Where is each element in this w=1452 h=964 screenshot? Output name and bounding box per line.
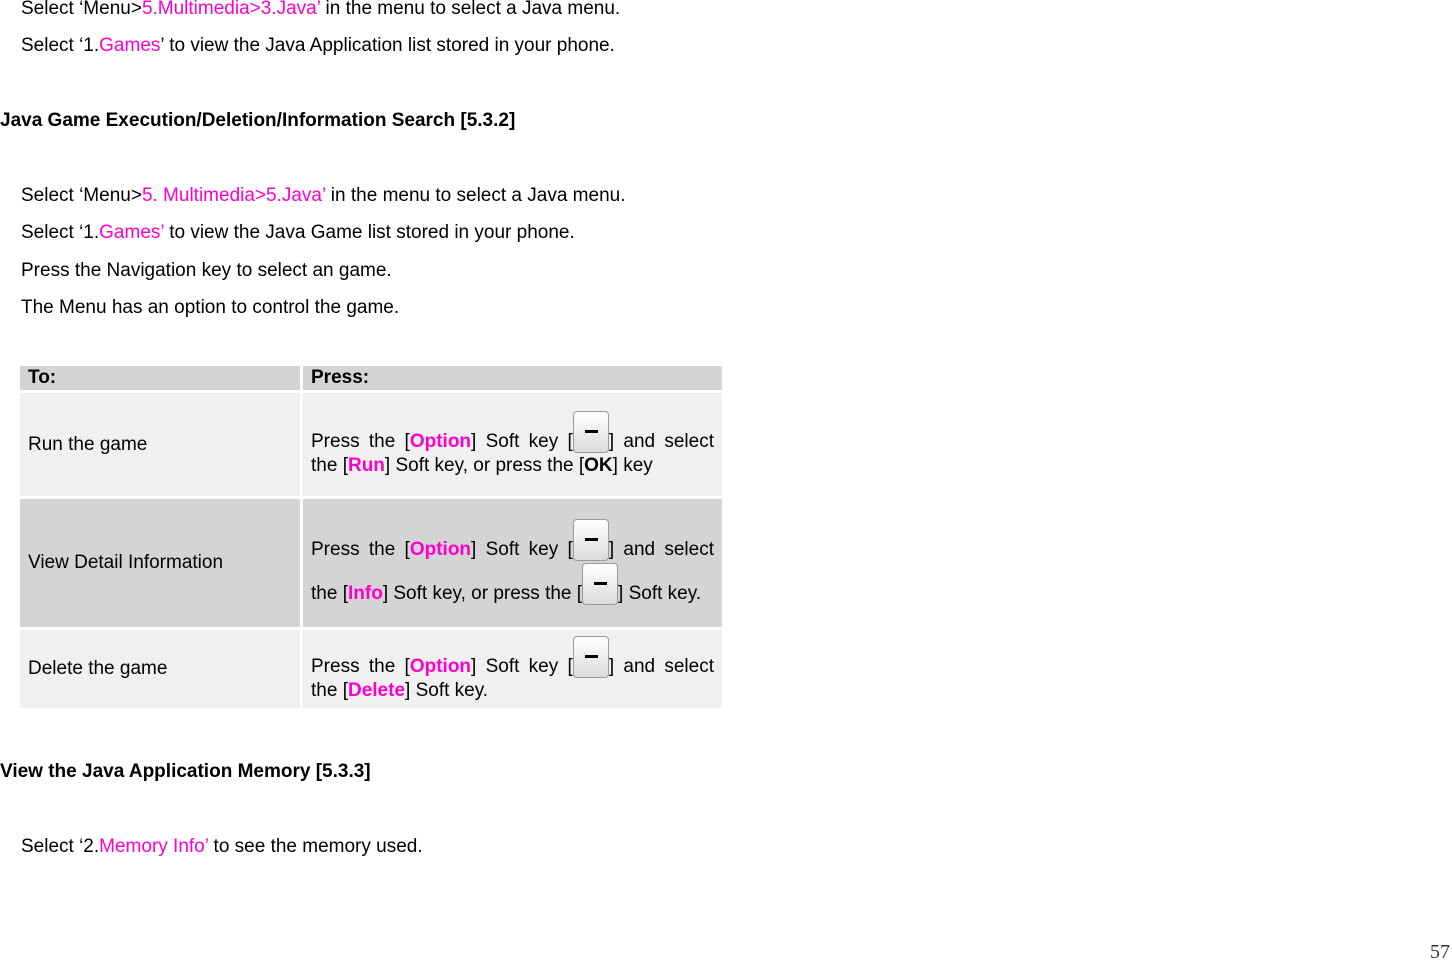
table-row: [20, 630, 722, 708]
text: ] Soft key [: [471, 655, 573, 677]
page-number: 57: [1430, 941, 1450, 963]
key-label: OK: [584, 455, 613, 476]
text: Select ‘Menu>: [21, 185, 142, 206]
section1-line-1: [21, 185, 625, 207]
menu-item: Memory Info’: [99, 836, 209, 857]
soft-key-icon: [573, 411, 609, 453]
table-row: [20, 393, 722, 496]
text: to view the Java Game list stored in your phone.: [163, 222, 575, 243]
key-label: Option: [409, 431, 472, 452]
press-instructions: [303, 630, 722, 708]
header-press: Press:: [303, 366, 722, 390]
menu-path: 5.Multimedia>3.Java’: [141, 0, 321, 19]
table-row: [20, 499, 722, 627]
text: Press the [: [311, 431, 410, 452]
text: ] Soft key [: [471, 431, 573, 452]
section1-line-2: [21, 222, 575, 244]
menu-item: Games’: [99, 222, 164, 243]
options-table: [17, 363, 725, 711]
section1-line-3: Press the Navigation key to select an game.: [21, 260, 392, 281]
key-label: Option: [409, 655, 472, 677]
press-instructions: [303, 393, 722, 496]
text: Select ‘1.: [21, 35, 100, 56]
section-heading-execution: Java Game Execution/Deletion/Information Search [5.3.2]: [0, 110, 516, 131]
text: to see the memory used.: [208, 836, 423, 857]
key-label: Option: [409, 539, 472, 560]
text: ] and select the [: [311, 431, 714, 476]
text: ’ to view the Java Application list stored in your phone.: [160, 35, 615, 56]
text: Press the [: [311, 655, 410, 677]
press-instructions: [303, 499, 722, 627]
menu-item: Games: [99, 35, 161, 56]
text: Select ‘Menu>: [21, 0, 142, 19]
menu-path: 5. Multimedia>5.Java’: [141, 185, 326, 206]
intro-line-2: [21, 35, 615, 57]
action-label: Delete the game: [20, 630, 300, 708]
action-label: View Detail Information: [20, 499, 300, 627]
soft-key-icon: [582, 563, 618, 605]
key-label: Run: [347, 455, 385, 476]
table-header-row: [20, 366, 722, 390]
text: Select ‘2.: [21, 836, 100, 857]
header-to: To:: [20, 366, 300, 390]
section2-line-1: [21, 836, 423, 858]
text: in the menu to select a Java menu.: [325, 185, 626, 206]
text: ] Soft key, or press the [: [384, 455, 585, 476]
soft-key-icon: [573, 519, 609, 561]
intro-line-1: [21, 0, 620, 20]
text: ] Soft key [: [471, 539, 573, 560]
section1-line-4: The Menu has an option to control the game.: [21, 297, 400, 318]
text: Select ‘1.: [21, 222, 100, 243]
soft-key-icon: [573, 636, 609, 678]
text: ] Soft key.: [405, 679, 489, 701]
text: Press the [: [311, 539, 410, 560]
text: ] and select the [: [311, 655, 714, 701]
text: ] Soft key.: [618, 583, 702, 604]
action-label: Run the game: [20, 393, 300, 496]
text: in the menu to select a Java menu.: [320, 0, 621, 19]
key-label: Delete: [347, 679, 406, 701]
key-label: Info: [347, 583, 383, 604]
text: ] key: [612, 455, 653, 476]
text: ] Soft key, or press the [: [382, 583, 583, 604]
text: ] and select the [: [311, 539, 714, 604]
section-heading-memory: View the Java Application Memory [5.3.3]: [0, 761, 371, 782]
